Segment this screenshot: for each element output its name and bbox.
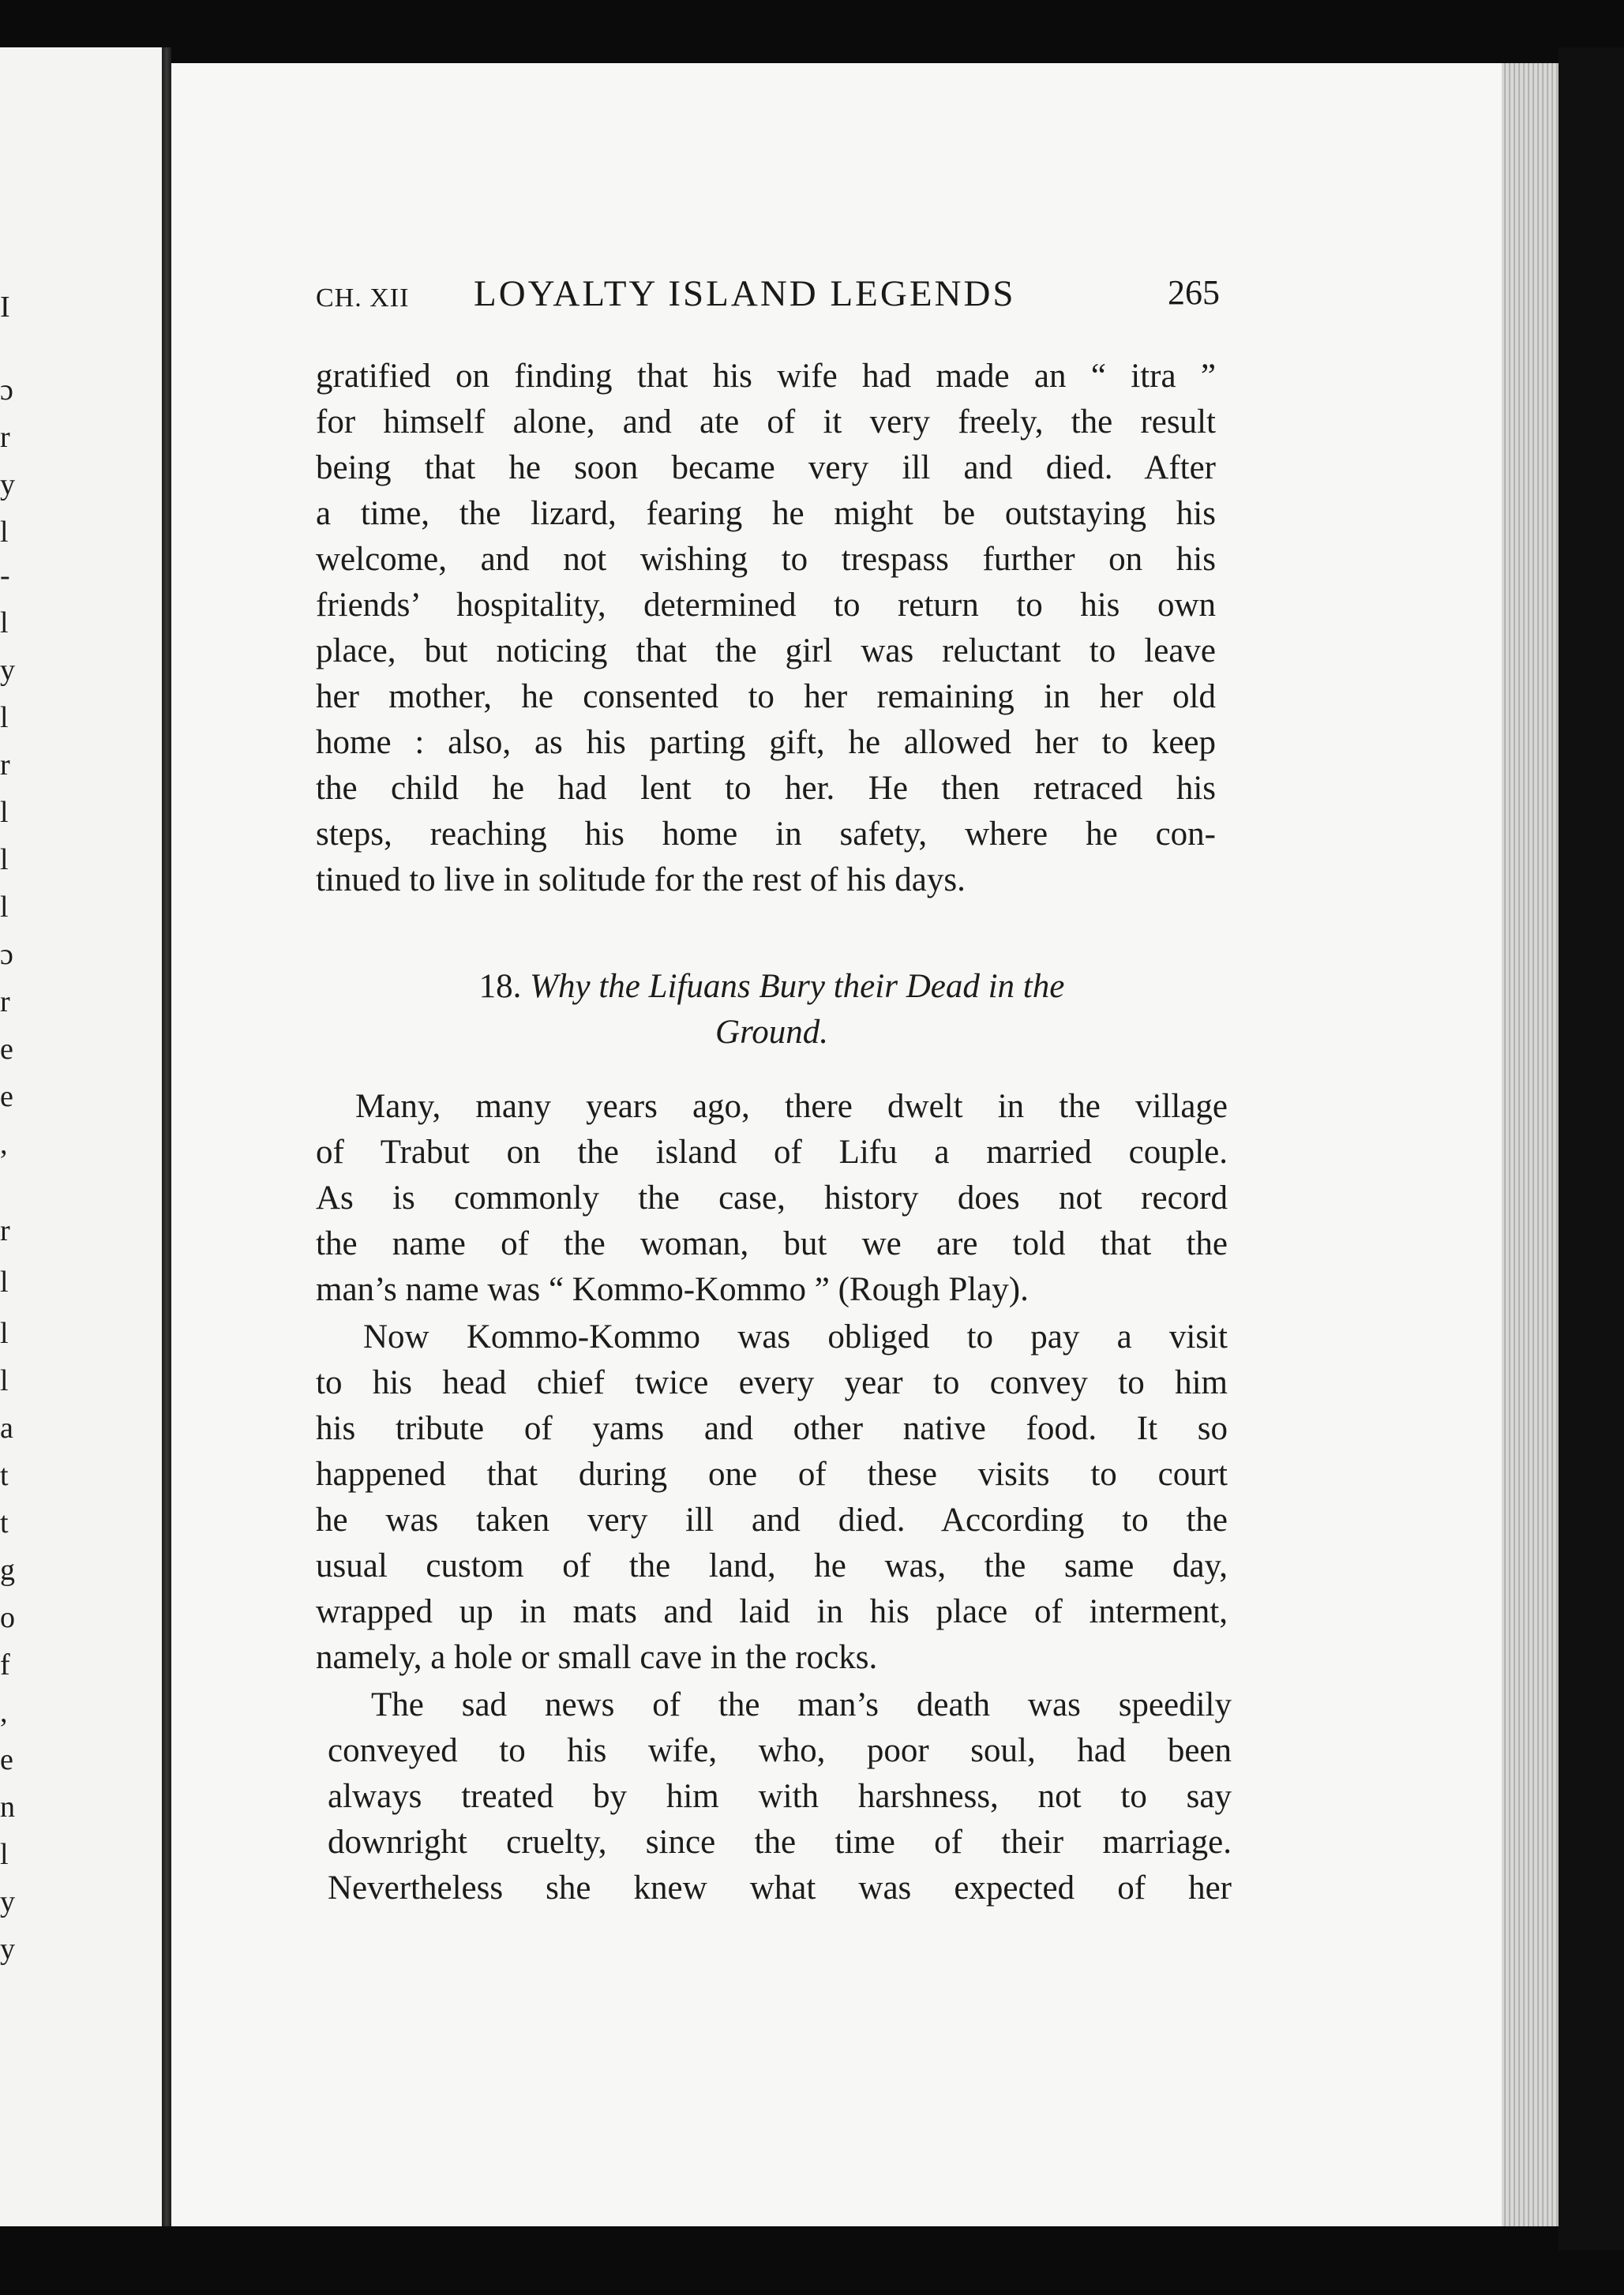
text-line: conveyed to his wife, who, poor soul, had been [328,1732,1232,1769]
text-line: man’s name was “ Kommo-Kommo ” (Rough Play). [316,1271,1029,1308]
section-title: Why the Lifuans Bury their Dead in the [530,968,1065,1005]
previous-page-char: n [0,1791,15,1824]
text-line: always treated by him with harshness, not to say [328,1778,1232,1815]
previous-page-char: - [0,559,10,592]
text-line: usual custom of the land, he was, the same day, [316,1547,1228,1584]
previous-page [0,47,164,2226]
section-heading-continued [316,1013,1228,1052]
book-gutter [162,47,171,2226]
previous-page-char: l [0,1364,9,1397]
previous-page-char: , [0,1127,8,1161]
text-line: he was taken very ill and died. According to the [316,1502,1228,1539]
text-line: a time, the lizard, fearing he might be outstaying his [316,495,1216,532]
text-line: gratified on finding that his wife had made an “ itra ” [316,358,1216,395]
text-line: for himself alone, and ate of it very freely, the result [316,403,1216,441]
text-line: The sad news of the man’s death was speedily [371,1686,1232,1723]
text-line: her mother, he consented to her remaining in her old [316,678,1216,715]
previous-page-char: r [0,748,10,782]
text-line: of Trabut on the island of Lifu a married couple. [316,1134,1228,1171]
text-line: happened that during one of these visits to court [316,1456,1228,1493]
previous-page-char: e [0,1080,13,1113]
previous-page-char: l [0,1266,9,1299]
text-line: welcome, and not wishing to trespass further on his [316,541,1216,578]
previous-page-char: l [0,1838,9,1871]
running-title: LOYALTY ISLAND LEGENDS [474,273,1016,314]
previous-page-char: y [0,1933,15,1966]
section-title-continued: Ground. [715,1014,828,1051]
running-header [316,272,1220,320]
text-line: wrapped up in mats and laid in his place of interment, [316,1593,1228,1630]
previous-page-char: r [0,1214,10,1247]
text-line: steps, reaching his home in safety, where he con- [316,816,1216,853]
text-line: friends’ hospitality, determined to return to his own [316,587,1216,624]
page-number: 265 [1168,273,1220,312]
previous-page-char: l [0,796,9,829]
text-line: his tribute of yams and other native food. It so [316,1410,1228,1447]
section-number: 18. [478,968,522,1005]
previous-page-char: y [0,654,15,687]
previous-page-char: r [0,985,10,1018]
text-line: to his head chief twice every year to convey to him [316,1364,1228,1401]
previous-page-char: t [0,1506,9,1539]
text-line: place, but noticing that the girl was reluctant to leave [316,632,1216,669]
text-line: As is commonly the case, history does not record [316,1179,1228,1217]
previous-page-char: l [0,606,9,639]
chapter-label: CH. XII [316,283,410,313]
text-line: home : also, as his parting gift, he allowed her to keep [316,724,1216,761]
previous-page-char: l [0,516,9,549]
background-edge [1558,47,1624,2250]
text-line: downright cruelty, since the time of their marriage. [328,1824,1232,1861]
text-line: Now Kommo-Kommo was obliged to pay a visit [363,1318,1228,1356]
previous-page-char: , [0,1696,8,1729]
previous-page-char: y [0,468,15,501]
previous-page-char: t [0,1459,9,1492]
previous-page-char: l [0,843,9,876]
text-line: the name of the woman, but we are told that the [316,1225,1228,1262]
previous-page-char: e [0,1743,13,1776]
previous-page-char: I [0,291,10,324]
previous-page-char: l [0,701,9,734]
previous-page-char: e [0,1033,13,1066]
previous-page-char: o [0,1601,15,1634]
previous-page-char: y [0,1885,15,1918]
previous-page-char: l [0,891,9,924]
text-line: namely, a hole or small cave in the rocks. [316,1639,878,1676]
previous-page-char: ɔ [0,373,13,407]
text-line: Nevertheless she knew what was expected of her [328,1869,1232,1907]
previous-page-char: a [0,1412,13,1445]
text-line: tinued to live in solitude for the rest of his days. [316,861,966,898]
previous-page-char: g [0,1554,15,1587]
text-line: Many, many years ago, there dwelt in the village [355,1088,1228,1125]
page-edges [1502,63,1558,2226]
previous-page-char: r [0,421,10,454]
section-heading [316,967,1228,1006]
previous-page-char: l [0,1317,9,1350]
text-line: the child he had lent to her. He then retraced his [316,770,1216,807]
previous-page-char: ɔ [0,938,13,971]
text-line: being that he soon became very ill and died. After [316,449,1216,486]
previous-page-edge-text [0,47,162,2226]
previous-page-char: f [0,1648,10,1682]
